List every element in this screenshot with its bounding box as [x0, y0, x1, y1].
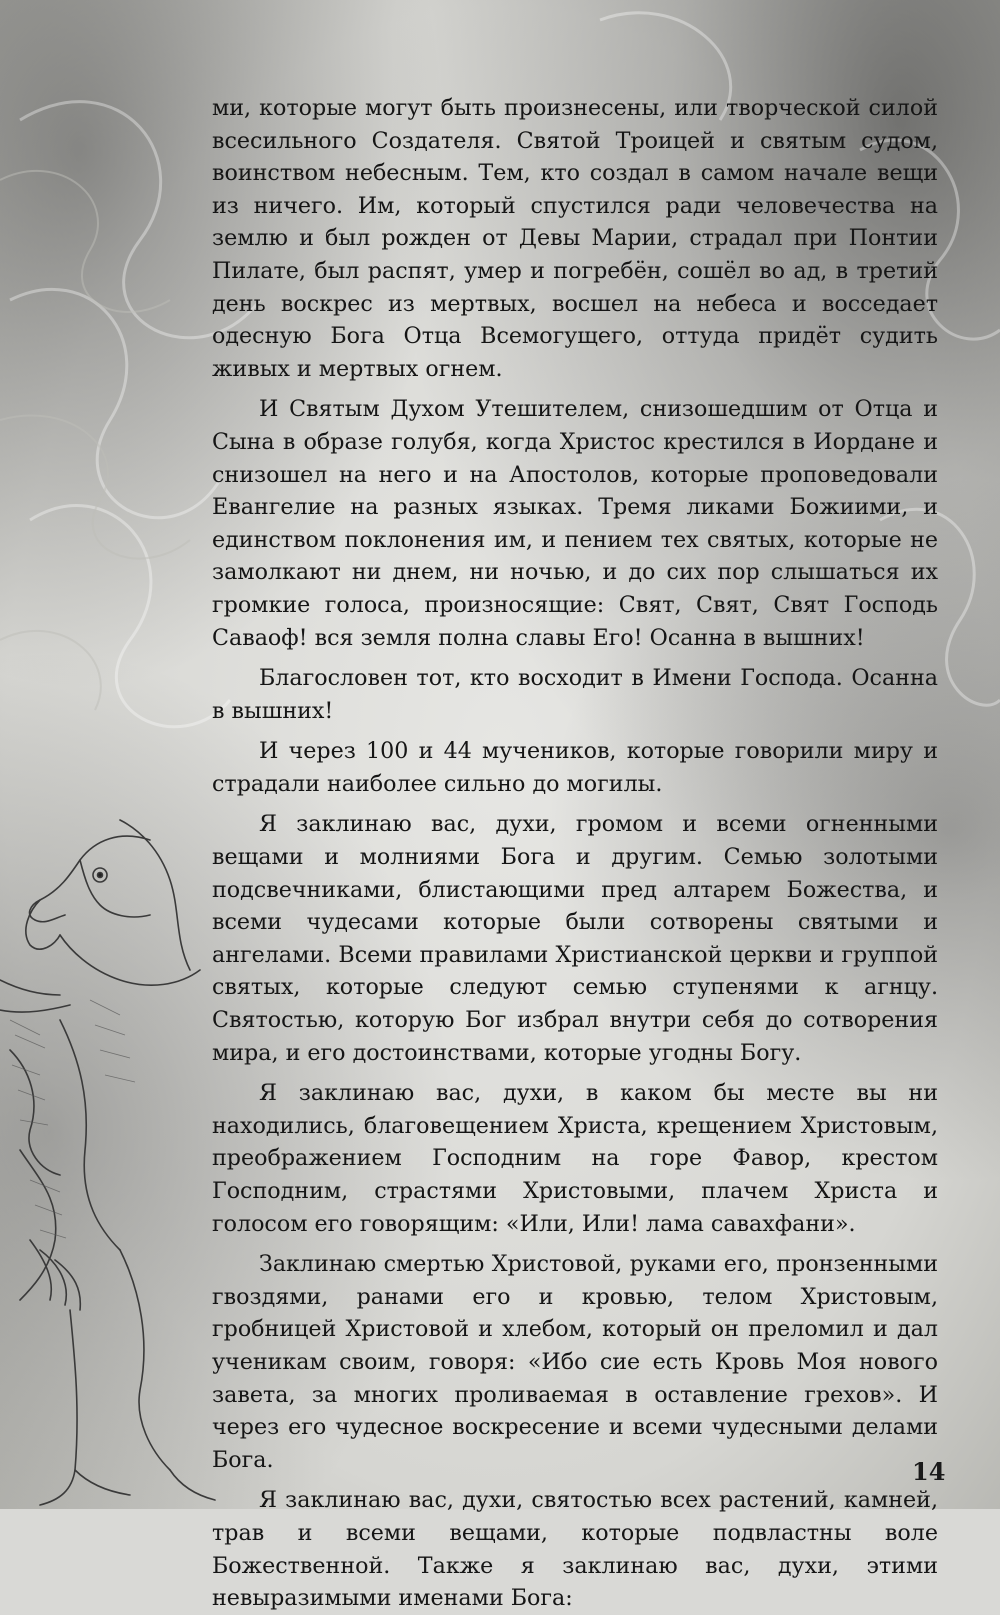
paragraph: Я заклинаю вас, духи, громом и всеми огненными вещами и молниями Бога и другим. Семью золотыми подсвечниками, блистающими пред алтарем Божества, и всеми чудесами которые были сотворены святыми и ангелами. Всеми правилами Христианской церкви и группой святых, которые следуют семью ступенями к агнцу. Святостью, которую Бог избрал внутри себя до сотворения мира, и его достоинствами, которые угодны Богу. — [212, 811, 938, 1066]
main-text — [212, 92, 938, 1615]
paragraph: Я заклинаю вас, духи, святостью всех растений, камней, трав и всеми вещами, которые подвластны воле Божественной. Также я заклинаю вас, духи, этими невыразимыми именами Бога: — [212, 1487, 938, 1612]
griffin-illustration — [0, 820, 220, 1509]
paragraph: И Святым Духом Утешителем, снизошедшим от Отца и Сына в образе голубя, когда Христос крестился в Иордане и снизошел на него и на Апостолов, которые проповедовали Евангелие на разных языках. Тремя ликами Божиими, и единством поклонения им, и пением тех святых, которые не замолкают ни днем, ни ночью, и до сих пор слышаться их громкие голоса, произносящие: Свят, Свят, Свят Господь Саваоф! вся земля полна славы Его! Осанна в вышних! — [212, 396, 938, 651]
paragraph: Благословен тот, кто восходит в Имени Господа. Осанна в вышних! — [212, 665, 938, 724]
paragraph: Я заклинаю вас, духи, в каком бы месте вы ни находились, благовещением Христа, крещением Христовым, преображением Господним на горе Фавор, крестом Господним, страстями Христовыми, плачем Христа и голосом его говорящим: «Или, Или! лама савахфани». — [212, 1080, 938, 1237]
paragraph: Заклинаю смертью Христовой, руками его, пронзенными гвоздями, ранами его и кровью, телом Христовым, гробницей Христовой и хлебом, который он преломил и дал ученикам своим, говоря: «Ибо сие есть Кровь Моя нового завета, за многих проливаемая в оставление грехов». И через его чудесное воскресение и всеми чудесными делами Бога. — [212, 1251, 938, 1473]
page-number: 14 — [912, 1457, 946, 1486]
paragraph: И через 100 и 44 мучеников, которые говорили миру и страдали наиболее сильно до могилы. — [212, 738, 938, 797]
paragraph: ми, которые могут быть произнесены, или творческой силой всесильного Создателя. Святой Троицей и святым судом, воинством небесным. Тем, кто создал в самом начале вещи из ничего. Им, который спустился ради человечества на землю и был рожден от Девы Марии, страдал при Понтии Пилате, был распят, умер и погребён, сошёл во ад, в третий день воскрес из мертвых, восшел на небеса и восседает одесную Бога Отца Всемогущего, оттуда придёт судить живых и мертвых огнем. — [212, 95, 938, 382]
